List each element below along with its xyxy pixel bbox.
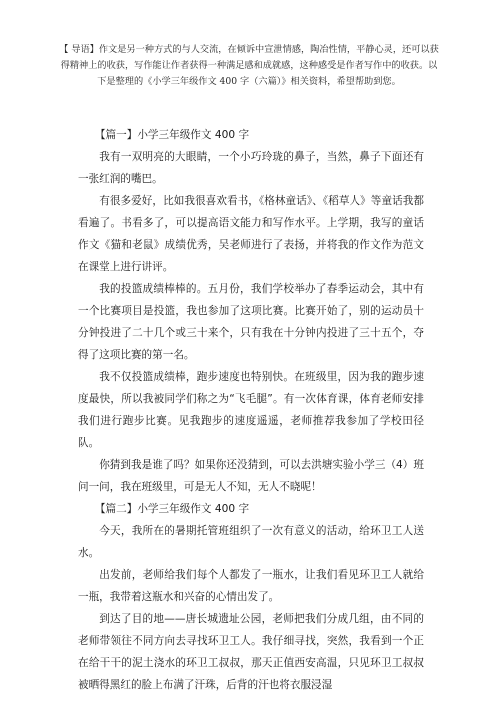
paragraph: 今天，我所在的暑期托管班组织了一次有意义的活动，给环卫工人送水。 bbox=[78, 525, 424, 559]
article-body bbox=[78, 124, 424, 696]
paragraph: 你猜到我是谁了吗？如果你还没猜到，可以去洪塘实验小学三（4）班问一问，我在班级里，可是无人不知，无人不晓呢！ bbox=[78, 459, 424, 493]
paragraph: 有很多爱好，比如我很喜欢看书，《格林童话》、《稻草人》等童话我都看遍了。书看多了，可以提高语文能力和写作水平。上学期，我写的童话作文《猫和老鼠》成绩优秀，吴老师进行了表扬，并将我的作文作为范文在课堂上进行讲评。 bbox=[78, 195, 424, 273]
intro-text: 【 导语】作文是另一种方式的与人交流，在倾诉中宣泄情感，陶冶性情，平静心灵，还可以获得精神上的收获，写作能让作者获得一种满足感和成就感，这种感受是作者写作中的收获。以下是整理的《小学三年级作文 400 字（六篇）》相关资料，希望帮助到您。 bbox=[59, 44, 439, 87]
paragraph: 我不仅投篮成绩棒，跑步速度也特别快。在班级里，因为我的跑步速度最快，所以我被同学们称之为“飞毛腿”。有一次体育课，体育老师安排我们进行跑步比赛。见我跑步的速度遥遥，老师推荐我参加了学校田径队。 bbox=[78, 371, 424, 449]
paragraph: 我的投篮成绩棒棒的。五月份，我们学校举办了春季运动会，其中有一个比赛项目是投篮，我也参加了这项比赛。比赛开始了，别的运动员十分钟投进了二十几个或三十来个，只有我在十分钟内投进了三十五个，夺得了这项比赛的第一名。 bbox=[78, 283, 424, 361]
section-heading: 【篇二】小学三年级作文 400 字 bbox=[94, 503, 250, 515]
section-heading: 【篇一】小学三年级作文 400 字 bbox=[94, 129, 250, 141]
paragraph: 到达了目的地——唐长城遗址公园，老师把我们分成几组，由不同的老师带领往不同方向去寻找环卫工人。我仔细寻找，突然，我看到一个正在给干干的泥土浇水的环卫工叔叔，那天正值西安高温，只见环卫工叔叔被晒得黑红的脸上布满了汗珠，后背的汗也将衣服浸湿 bbox=[78, 613, 424, 691]
paragraph: 我有一双明亮的大眼睛，一个小巧玲珑的鼻子，当然，鼻子下面还有一张红润的嘴巴。 bbox=[78, 151, 424, 185]
paragraph: 出发前，老师给我们每个人都发了一瓶水，让我们看见环卫工人就给一瓶，我带着这瓶水和兴奋的心情出发了。 bbox=[78, 569, 424, 603]
